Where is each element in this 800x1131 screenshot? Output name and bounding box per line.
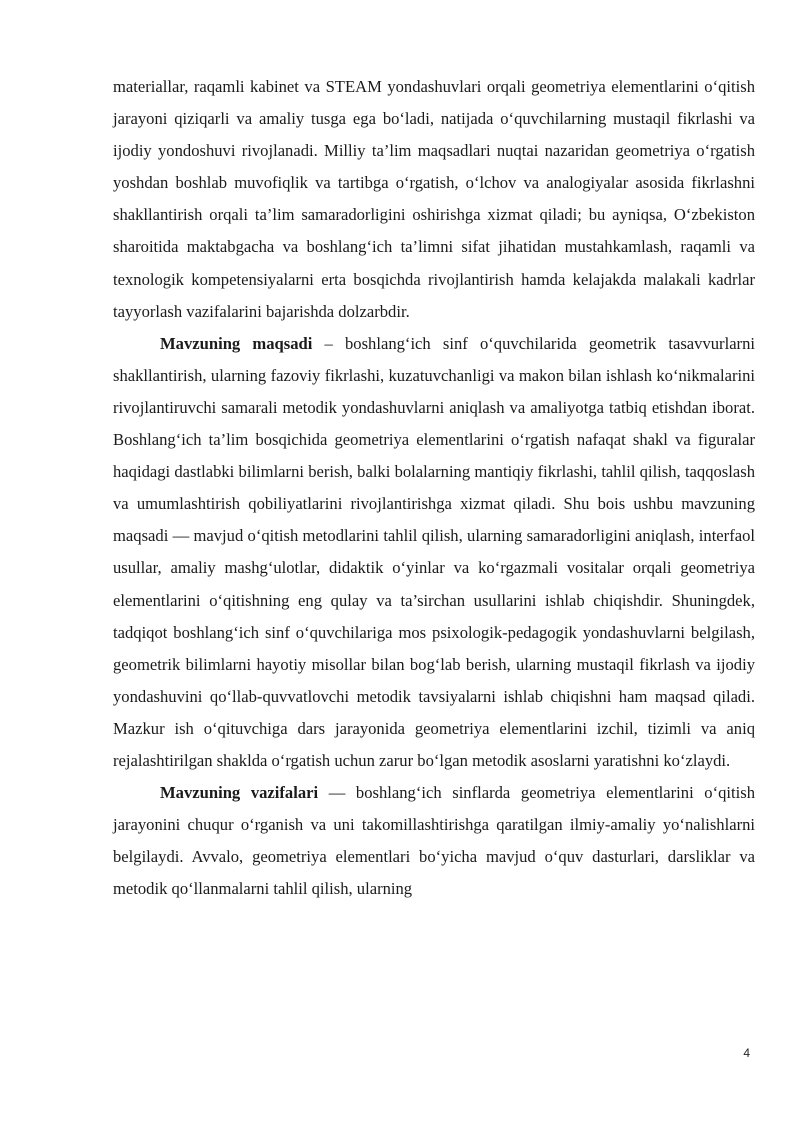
- paragraph-intro-continuation: [113, 71, 755, 328]
- paragraph-text: — boshlang‘ich sinflarda geometriya elementlarini o‘qitish jarayonini chuqur o‘rganish va uni takomillashtirishga qaratilgan ilmiy-amaliy yo‘nalishlarni belgilaydi. Avvalo, geometriya elementlari bo‘yicha mavjud o‘quv dasturlari, darsliklar va metodik qo‘llanmalarni tahlil qilish, ularning: [113, 783, 756, 899]
- tasks-term: Mavzuning vazifalari: [160, 783, 319, 803]
- page-number: 4: [743, 1046, 750, 1060]
- paragraph-goal: [113, 328, 755, 777]
- body-text: [113, 71, 755, 905]
- paragraph-text: materiallar, raqamli kabinet va STEAM yondashuvlari orqali geometriya elementlarini o‘qitish jarayoni qiziqarli va amaliy tusga ega bo‘ladi, natijada o‘quvchilarning mustaqil fikrlashi va ijodiy yondoshuvi rivojlanadi. Milliy ta’lim maqsadlari nuqtai nazaridan geometriya o‘rgatish yoshdan boshlab muvofiqlik va tartibga o‘rgatish, o‘lchov va analogiyalar asosida fikrlashni shakllantirish orqali ta’lim samaradorligini oshirishga xizmat qiladi; bu ayniqsa, O‘zbekiston sharoitida maktabgacha va boshlang‘ich ta’limni sifat jihatidan mustahkamlash, raqamli va texnologik kompetensiyalarni erta bosqichda rivojlantirish hamda kelajakda malakali kadrlar tayyorlash vazifalarini bajarishda dolzarbdir.: [113, 77, 755, 321]
- goal-term: Mavzuning maqsadi: [160, 333, 313, 353]
- paragraph-tasks: [113, 777, 755, 905]
- paragraph-text: – boshlang‘ich sinf o‘quvchilarida geometrik tasavvurlarni shakllantirish, ularning fazoviy fikrlashi, kuzatuvchanligi va makon bilan ishlash ko‘nikmalarini rivojlantiruvchi samarali metodik yondashuvlarni aniqlash va amaliyotga tatbiq etishdan iborat. Boshlang‘ich ta’lim bosqichida geometriya elementlarini o‘rgatish nafaqat shakl va figuralar haqidagi dastlabki bilimlarni berish, balki bolalarning mantiqiy fikrlashi, tahlil qilish, taqqoslash va umumlashtirish qobiliyatlarini rivojlantirishga xizmat qiladi. Shu bois ushbu mavzuning maqsadi — mavjud o‘qitish metodlarini tahlil qilish, ularning samaradorligini aniqlash, interfaol usullar, amaliy mashg‘ulotlar, didaktik o‘yinlar va ko‘rgazmali vositalar orqali geometriya elementlarini o‘qitishning eng qulay va ta’sirchan usullarini ishlab chiqishdir. Shuningdek, tadqiqot boshlang‘ich sinf o‘quvchilariga mos psixologik-pedagogik yondashuvlarni belgilash, geometrik bilimlarni hayotiy misollar bilan bog‘lab berish, ularning mustaqil fikrlash va ijodiy yondashuvini qo‘llab-quvvatlovchi metodik tavsiyalarni ishlab chiqishni ham maqsad qiladi. Mazkur ish o‘qituvchiga dars jarayonida geometriya elementlarini izchil, tizimli va aniq rejalashtirilgan shaklda o‘rgatish uchun zarur bo‘lgan metodik asoslarni yaratishni ko‘zlaydi.: [113, 333, 755, 770]
